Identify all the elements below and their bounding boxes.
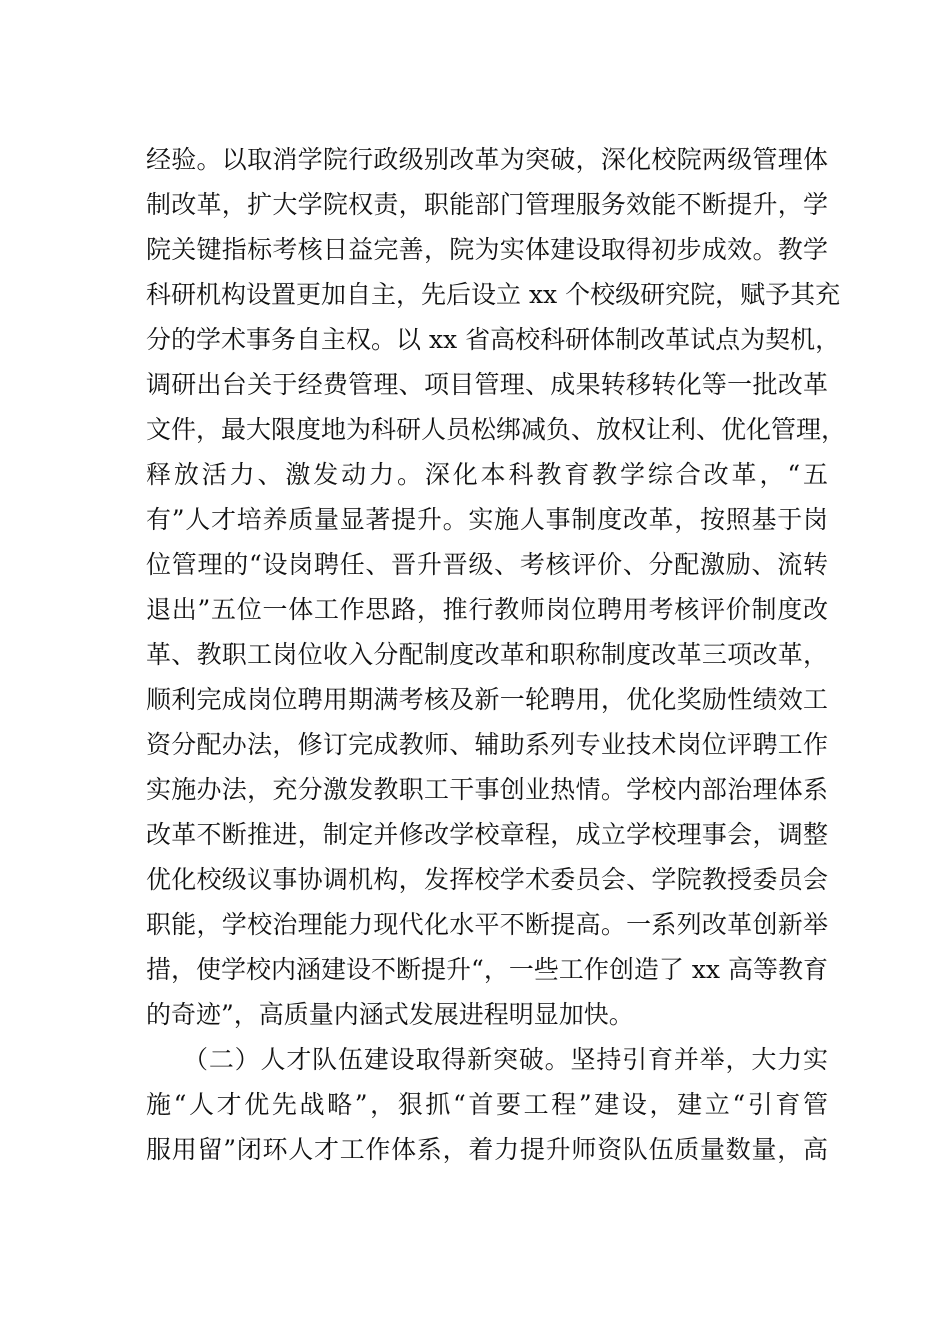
text-line: 改革不断推进，制定并修改学校章程，成立学校理事会，调整 bbox=[146, 820, 828, 849]
text-line: 文件，最大限度地为科研人员松绑减负、放权让利、优化管理， bbox=[146, 415, 847, 444]
text-line: 革、教职工岗位收入分配制度改革和职称制度改革三项改革， bbox=[146, 640, 828, 669]
text-line: 位管理的“设岗聘任、晋升晋级、考核评价、分配激励、流转 bbox=[146, 550, 828, 579]
text-line: 调研出台关于经费管理、项目管理、成果转移转化等一批改革 bbox=[146, 370, 828, 399]
paragraph-end-line: 的奇迹”，高质量内涵式发展进程明显加快。 bbox=[146, 1000, 634, 1029]
text-line: 资分配办法，修订完成教师、辅助系列专业技术岗位评聘工作 bbox=[146, 730, 828, 759]
text-line: 实施办法，充分激发教职工干事创业热情。学校内部治理体系 bbox=[146, 775, 828, 804]
text-line: 职能，学校治理能力现代化水平不断提高。一系列改革创新举 bbox=[146, 910, 828, 939]
text-line: 服用留”闭环人才工作体系，着力提升师资队伍质量数量，高 bbox=[146, 1135, 828, 1164]
text-line: 经验。以取消学院行政级别改革为突破，深化校院两级管理体 bbox=[146, 145, 828, 174]
text-line: 退出”五位一体工作思路，推行教师岗位聘用考核评价制度改 bbox=[146, 595, 828, 624]
text-line: 分的学术事务自主权。以 xx 省高校科研体制改革试点为契机， bbox=[146, 325, 841, 354]
text-line: 科研机构设置更加自主，先后设立 xx 个校级研究院，赋予其充 bbox=[146, 280, 841, 309]
text-line: 有”人才培养质量显著提升。实施人事制度改革，按照基于岗 bbox=[146, 505, 828, 534]
text-line: 施“人才优先战略”，狠抓“首要工程”建设，建立“引育管 bbox=[146, 1090, 828, 1119]
text-line: 优化校级议事协调机构，发挥校学术委员会、学院教授委员会 bbox=[146, 865, 828, 894]
text-line: 顺利完成岗位聘用期满考核及新一轮聘用，优化奖励性绩效工 bbox=[146, 685, 828, 714]
text-line: 制改革，扩大学院权责，职能部门管理服务效能不断提升，学 bbox=[146, 190, 828, 219]
text-line: 释放活力、激发动力。深化本科教育教学综合改革，“五 bbox=[146, 460, 828, 489]
section-heading-line: （二）人才队伍建设取得新突破。坚持引育并举，大力实 bbox=[183, 1045, 828, 1074]
text-line: 院关键指标考核日益完善，院为实体建设取得初步成效。教学 bbox=[146, 235, 828, 264]
text-line: 措，使学校内涵建设不断提升“，一些工作创造了 xx 高等教育 bbox=[146, 955, 828, 984]
